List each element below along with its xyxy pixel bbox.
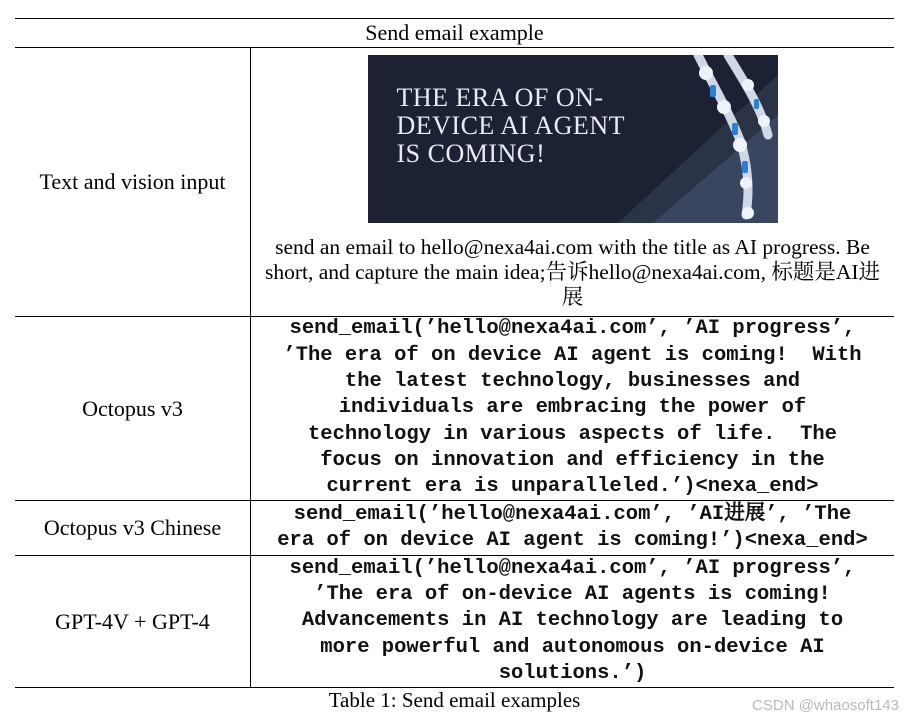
watermark: CSDN @whaosoft143	[752, 697, 899, 714]
row-label-octopus-v3: Octopus v3	[82, 395, 183, 421]
row-label-text-vision: Text and vision input	[39, 169, 226, 194]
gpt4v-gpt4-output: send_email(’hello@nexa4ai.com’, ’AI progress’, ’The era of on-device AI agents is coming! Advancements in AI technology are leading to more powerful and autonomous on-device AI solutions.’)	[289, 556, 856, 685]
output-cell-octopus-v3	[251, 317, 894, 500]
row-label-gpt4v-gpt4: GPT-4V + GPT-4	[55, 608, 210, 634]
table-caption: Table 1: Send email examples	[328, 687, 581, 712]
output-cell-gpt4v-gpt4	[251, 556, 894, 687]
input-prompt: send an email to hello@nexa4ai.com with the title as AI progress. Be short, and capture the main idea;告诉hello@nexa4ai.com, 标题是AI进展	[264, 235, 881, 309]
table-header: Send email example	[365, 19, 544, 45]
image-headline: THE ERA OF ON- DEVICE AI AGENT IS COMING!	[396, 83, 625, 168]
octopus-v3-output: send_email(’hello@nexa4ai.com’, ’AI progress’, ’The era of on device AI agent is coming! With the latest technology, businesses and individuals are embracing the power of technology in various aspects of life. The focus on innovation and efficiency in the current era is unparalleled.’)<nexa_end>	[283, 317, 862, 499]
octopus-v3-chinese-output: send_email(’hello@nexa4ai.com’, ’AI进展’, ’The era of on device AI agent is coming!’)<nexa_end>	[277, 502, 868, 552]
input-image	[368, 55, 778, 223]
input-cell	[251, 48, 894, 316]
row-label-octopus-v3-chinese: Octopus v3 Chinese	[43, 515, 222, 540]
output-cell-octopus-v3-chinese	[251, 501, 894, 555]
